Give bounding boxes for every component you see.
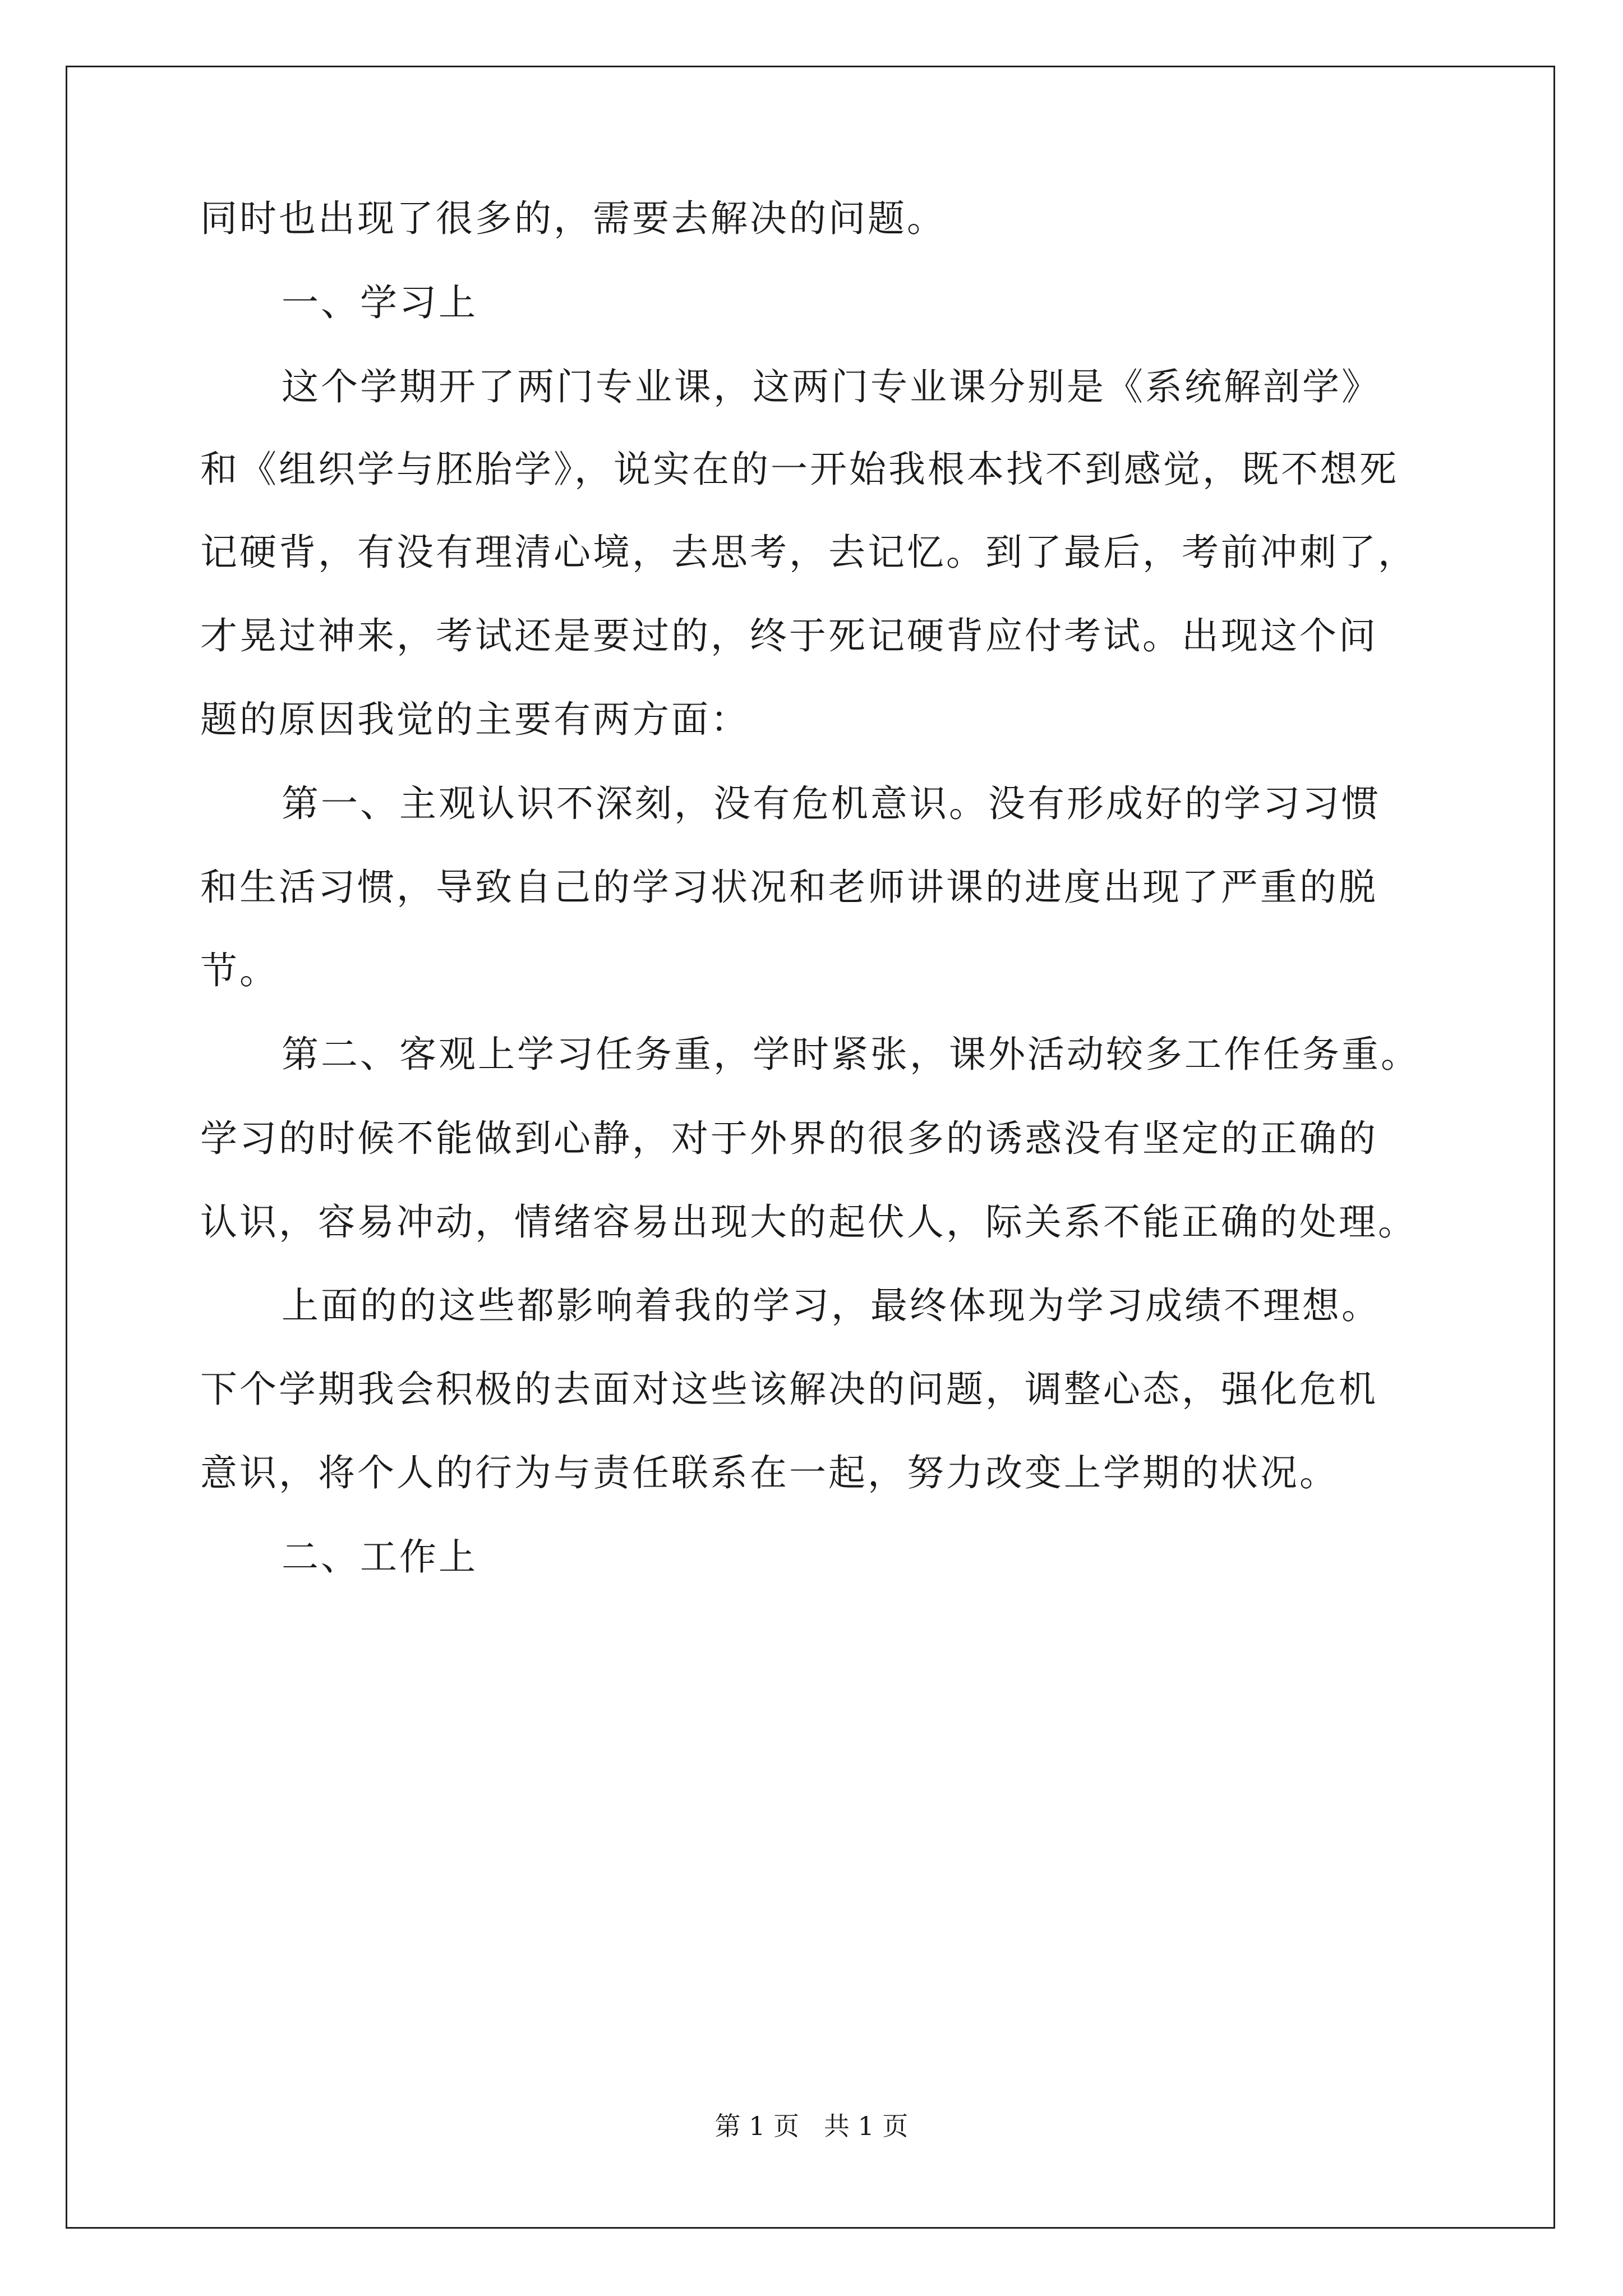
text-line: 记硬背，有没有理清心境，去思考，去记忆。到了最后，考前冲刺了， <box>200 531 1417 574</box>
text-line: 第二、客观上学习任务重，学时紧张，课外活动较多工作任务重。 <box>282 1033 1420 1076</box>
text-line: 认识，容易冲动，情绪容易出现大的起伏人，际关系不能正确的处理。 <box>200 1200 1417 1244</box>
text-line: 和《组织学与胚胎学》，说实在的一开始我根本找不到感觉，既不想死 <box>200 448 1399 491</box>
text-line: 上面的的这些都影响着我的学习，最终体现为学习成绩不理想。 <box>282 1284 1381 1327</box>
section-heading: 一、学习上 <box>282 281 478 324</box>
section-heading: 二、工作上 <box>282 1535 478 1579</box>
text-line: 学习的时候不能做到心静，对于外界的很多的诱惑没有坚定的正确的 <box>200 1117 1378 1160</box>
text-line: 第一、主观认识不深刻，没有危机意识。没有形成好的学习习惯 <box>282 782 1381 825</box>
text-line: 这个学期开了两门专业课，这两门专业课分别是《系统解剖学》 <box>282 365 1381 408</box>
text-line: 题的原因我觉的主要有两方面： <box>200 698 750 741</box>
text-line: 和生活习惯，导致自己的学习状况和老师讲课的进度出现了严重的脱 <box>200 866 1378 909</box>
text-line: 同时也出现了很多的，需要去解决的问题。 <box>200 197 946 240</box>
page-number: 第 1 页 共 1 页 <box>714 2111 909 2141</box>
text-line: 下个学期我会积极的去面对这些该解决的问题，调整心态，强化危机 <box>200 1368 1378 1411</box>
text-line: 节。 <box>200 949 279 992</box>
text-line: 才晃过神来，考试还是要过的，终于死记硬背应付考试。出现这个问 <box>200 614 1378 657</box>
text-line: 意识，将个人的行为与责任联系在一起，努力改变上学期的状况。 <box>200 1451 1339 1494</box>
